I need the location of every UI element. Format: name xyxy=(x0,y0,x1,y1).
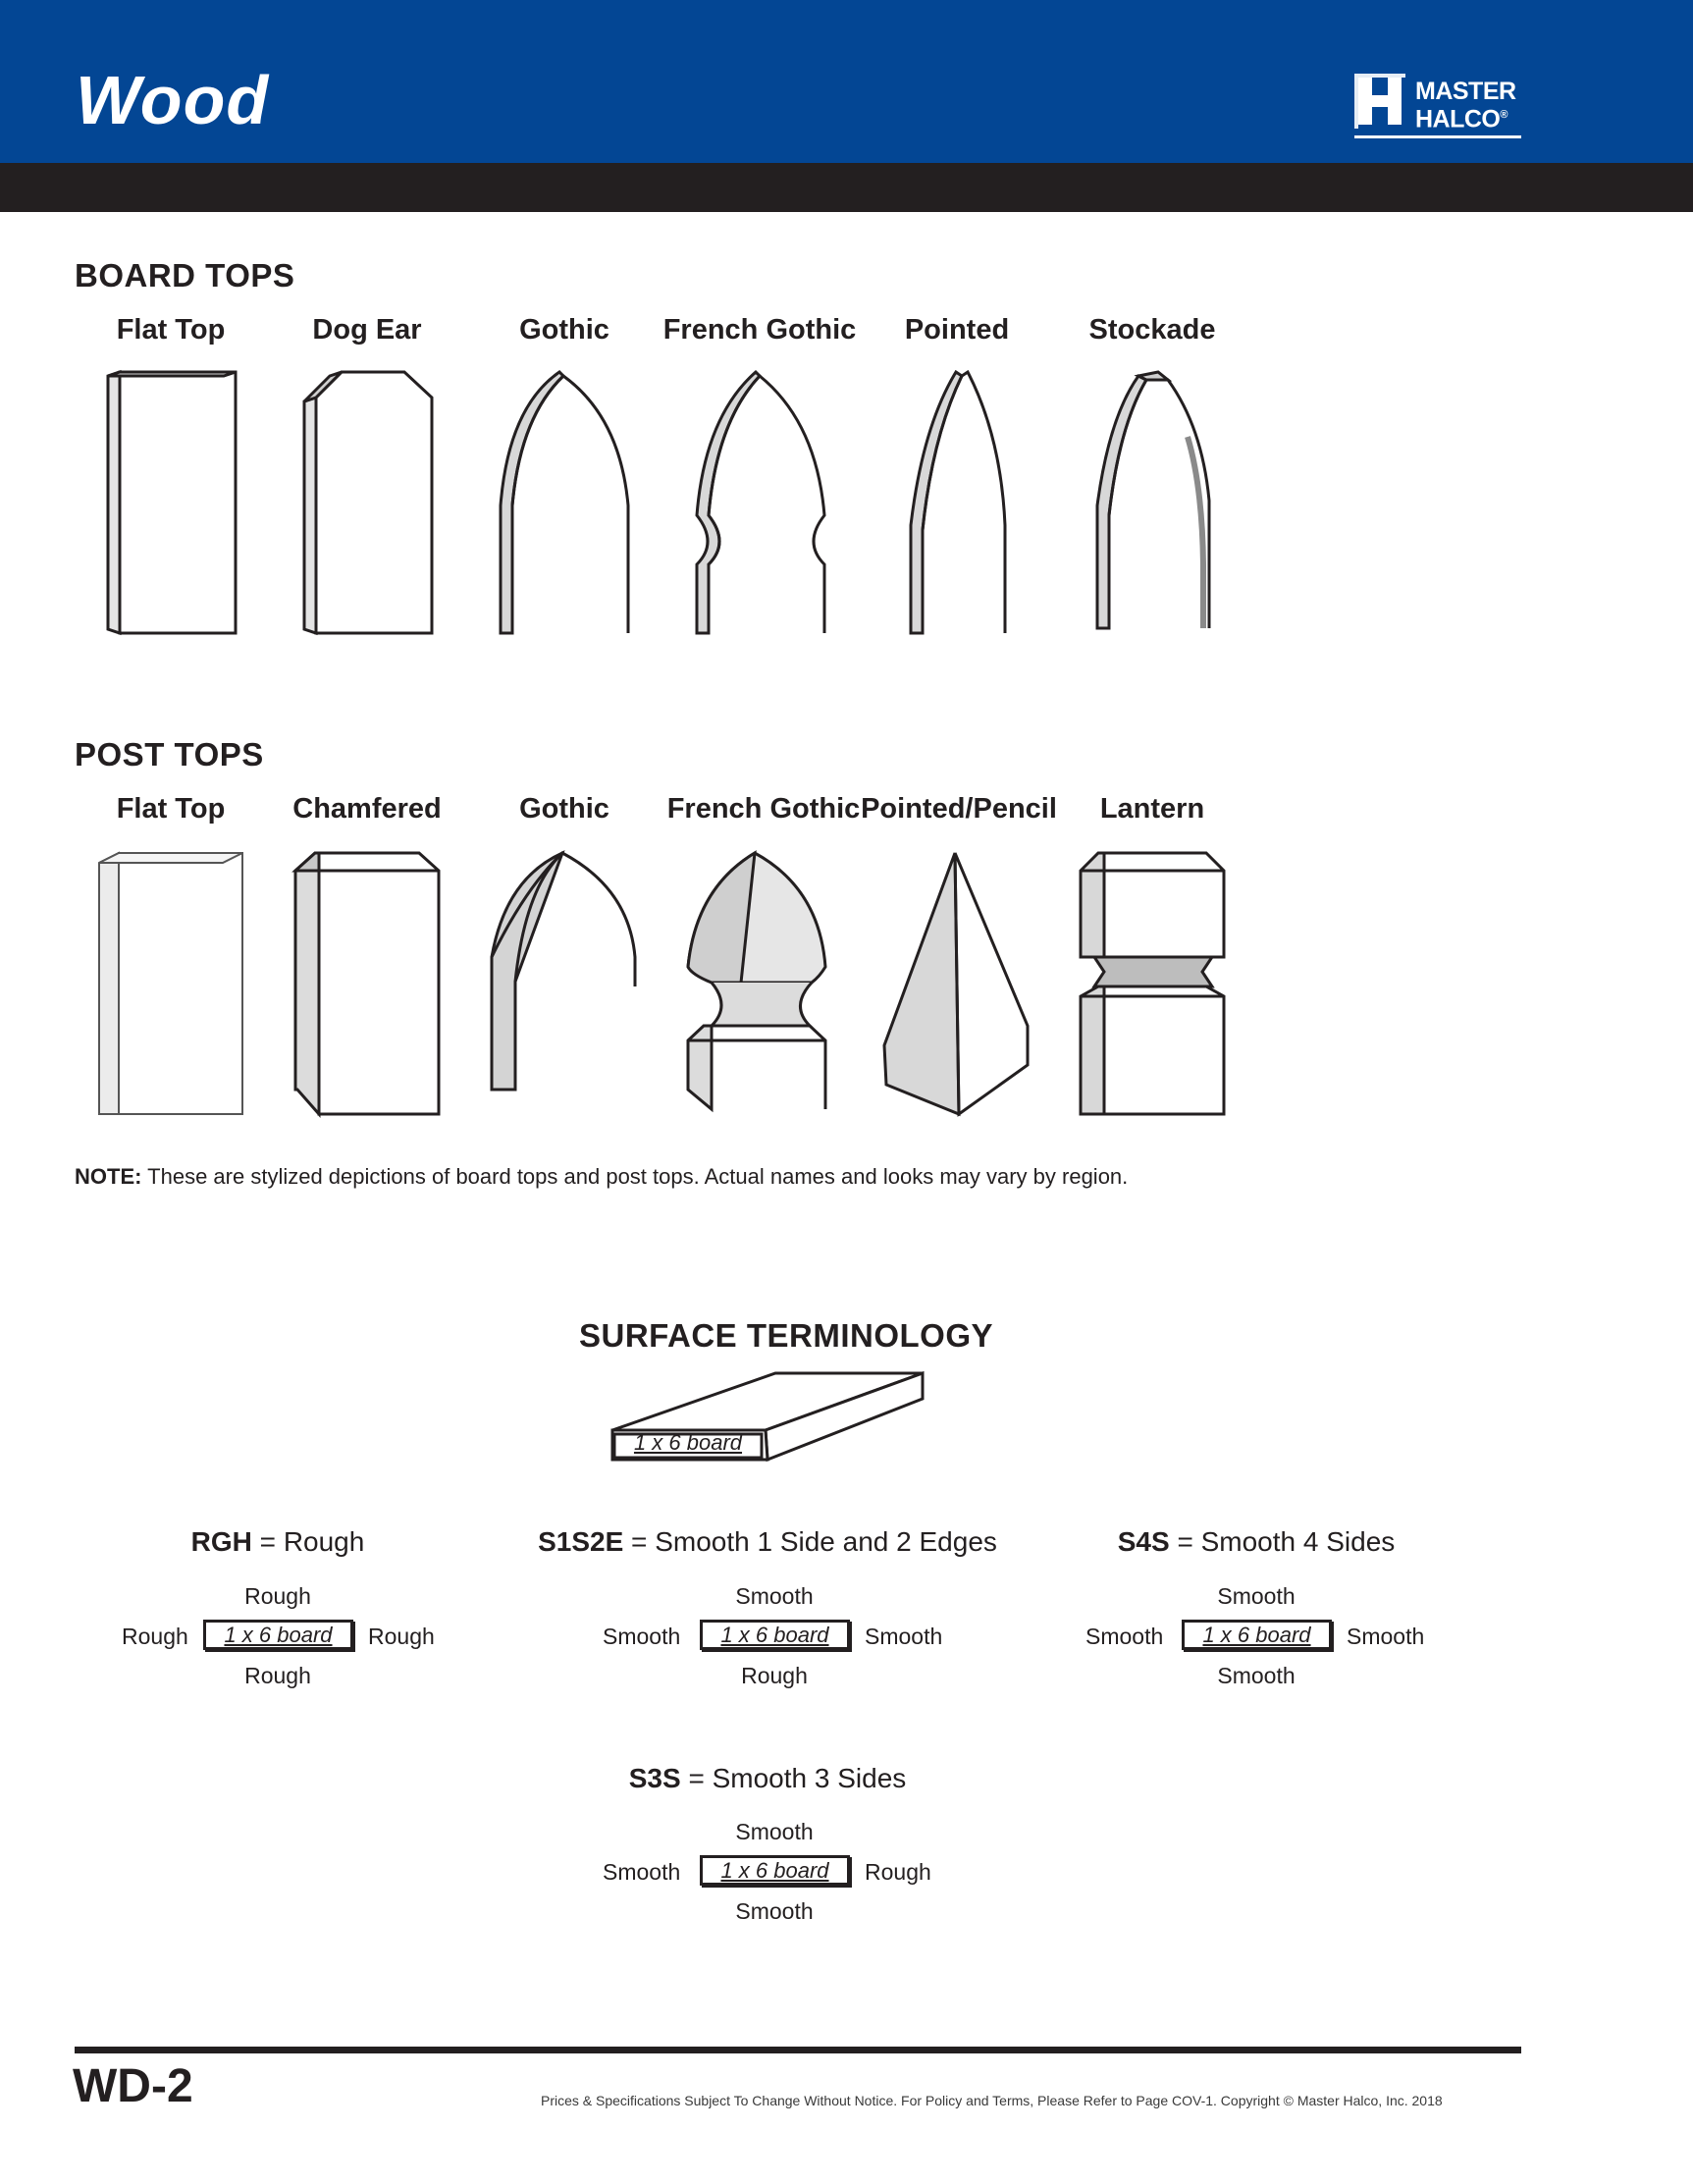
s3s-right-side: Rough xyxy=(865,1859,931,1885)
s4s-board-label: 1 x 6 board xyxy=(1202,1622,1311,1647)
s3s-left-side: Smooth xyxy=(603,1859,681,1885)
term-code-rgh: RGH xyxy=(190,1526,252,1557)
board-flat-top-drawing xyxy=(98,368,245,638)
s4s-top-side: Smooth xyxy=(1217,1583,1296,1609)
s4s-right-side: Smooth xyxy=(1347,1624,1425,1649)
rgh-left-side: Rough xyxy=(122,1624,188,1649)
rgh-top-side: Rough xyxy=(244,1583,311,1609)
board-perspective-label xyxy=(614,1428,762,1458)
master-halco-logo xyxy=(1354,74,1521,138)
board-gothic-drawing xyxy=(491,368,638,638)
surface-terminology-title: SURFACE TERMINOLOGY xyxy=(579,1317,994,1354)
term-code-s1s2e: S1S2E xyxy=(538,1526,624,1557)
rgh-board-box xyxy=(203,1620,353,1650)
logo-h-mark-icon xyxy=(1354,74,1405,129)
term-eq-s3s: = xyxy=(680,1763,713,1793)
post-top-label-gothic: Gothic xyxy=(519,793,609,825)
post-gothic-drawing xyxy=(486,849,643,1119)
page-number: WD-2 xyxy=(73,2060,193,2112)
rgh-board-label: 1 x 6 board xyxy=(224,1622,333,1647)
term-desc-s4s: Smooth 4 Sides xyxy=(1200,1526,1396,1557)
s1s2e-bottom-side: Rough xyxy=(741,1663,808,1688)
board-pointed-drawing xyxy=(883,368,1031,638)
term-heading-rgh xyxy=(191,1526,365,1558)
board-top-label-stockade: Stockade xyxy=(1088,314,1216,346)
s3s-board-label: 1 x 6 board xyxy=(720,1857,829,1883)
header-dark-bar xyxy=(0,163,1693,212)
term-code-s4s: S4S xyxy=(1117,1526,1170,1557)
board-top-label-french-gothic: French Gothic xyxy=(662,314,857,346)
term-heading-s4s xyxy=(1118,1526,1396,1558)
s4s-left-side: Smooth xyxy=(1085,1624,1164,1649)
term-desc-s3s: Smooth 3 Sides xyxy=(712,1763,907,1793)
s3s-bottom-side: Smooth xyxy=(735,1898,814,1924)
term-eq-s4s: = xyxy=(1169,1526,1201,1557)
board-dog-ear-drawing xyxy=(294,368,442,638)
post-top-label-chamfered: Chamfered xyxy=(292,793,442,825)
term-eq-rgh: = xyxy=(251,1526,284,1557)
note-body: These are stylized depictions of board tops and post tops. Actual names and looks may vary by region. xyxy=(141,1164,1129,1189)
note-text xyxy=(75,1164,1128,1190)
s1s2e-board-label: 1 x 6 board xyxy=(720,1622,829,1647)
s4s-board-box xyxy=(1182,1620,1332,1650)
post-top-label-pointed-pencil: Pointed/Pencil xyxy=(861,793,1057,825)
term-heading-s1s2e xyxy=(538,1526,997,1558)
logo-line-1: MASTER xyxy=(1415,78,1516,105)
post-flat-top-drawing xyxy=(93,849,250,1119)
s1s2e-right-side: Smooth xyxy=(865,1624,943,1649)
post-pointed-pencil-drawing xyxy=(878,849,1035,1119)
board-top-label-dog-ear: Dog Ear xyxy=(312,314,422,346)
post-chamfered-drawing xyxy=(290,849,447,1119)
board-tops-title: BOARD TOPS xyxy=(75,257,295,293)
board-top-label-flat-top: Flat Top xyxy=(116,314,226,346)
s3s-board-box xyxy=(700,1855,850,1886)
logo-underline xyxy=(1354,135,1521,138)
logo-line-2-text: HALCO xyxy=(1415,105,1501,133)
term-desc-rgh: Rough xyxy=(283,1526,365,1557)
post-french-gothic-drawing xyxy=(682,849,839,1119)
s1s2e-left-side: Smooth xyxy=(603,1624,681,1649)
term-code-s3s: S3S xyxy=(628,1763,681,1793)
footer-disclaimer: Prices & Specifications Subject To Change Without Notice. For Policy and Terms, Please Refer to Page COV-1. Copyright © Master Halco, Inc. 2018 xyxy=(541,2093,1443,2108)
term-heading-s3s xyxy=(629,1763,907,1794)
logo-wordmark xyxy=(1415,80,1516,131)
term-desc-s1s2e: Smooth 1 Side and 2 Edges xyxy=(655,1526,997,1557)
board-perspective-label-text: 1 x 6 board xyxy=(633,1430,743,1455)
board-stockade-drawing xyxy=(1080,368,1227,638)
logo-registered: ® xyxy=(1500,109,1508,121)
s1s2e-top-side: Smooth xyxy=(735,1583,814,1609)
footer-rule xyxy=(75,2047,1521,2053)
note-label: NOTE: xyxy=(75,1164,142,1189)
s4s-bottom-side: Smooth xyxy=(1217,1663,1296,1688)
s3s-top-side: Smooth xyxy=(735,1819,814,1844)
post-top-label-flat-top: Flat Top xyxy=(116,793,226,825)
board-top-label-pointed: Pointed xyxy=(904,314,1010,346)
board-french-gothic-drawing xyxy=(687,368,834,638)
page-title: Wood xyxy=(76,62,270,138)
rgh-bottom-side: Rough xyxy=(244,1663,311,1688)
post-tops-title: POST TOPS xyxy=(75,736,264,772)
term-eq-s1s2e: = xyxy=(623,1526,656,1557)
logo-line-2 xyxy=(1415,103,1516,131)
s1s2e-board-box xyxy=(700,1620,850,1650)
post-top-label-lantern: Lantern xyxy=(1099,793,1205,825)
post-top-label-french-gothic: French Gothic xyxy=(666,793,861,825)
rgh-right-side: Rough xyxy=(368,1624,435,1649)
board-top-label-gothic: Gothic xyxy=(519,314,609,346)
post-lantern-drawing xyxy=(1075,849,1232,1119)
